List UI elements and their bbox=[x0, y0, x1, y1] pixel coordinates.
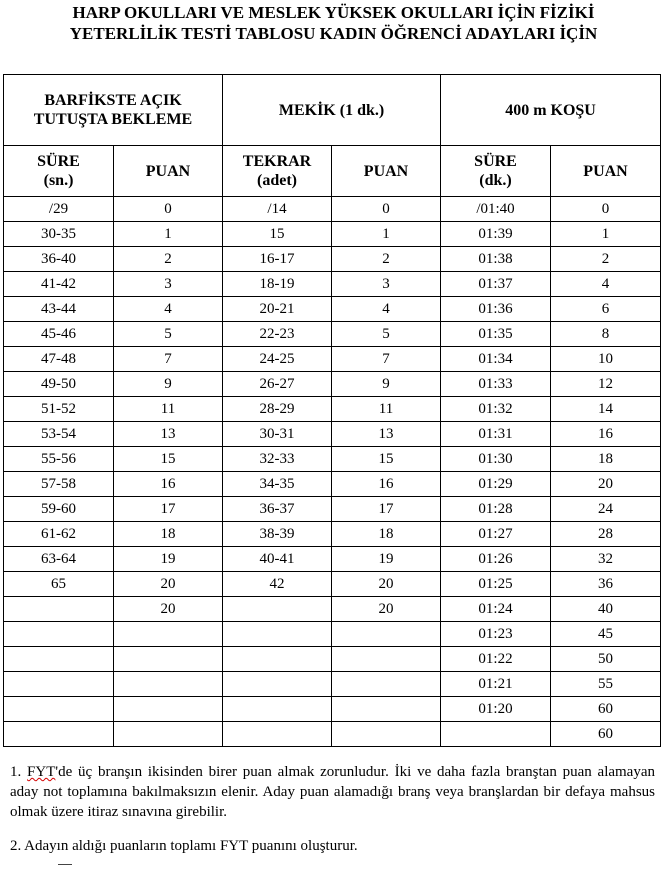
cell-sure-sn: 57-58 bbox=[4, 472, 114, 497]
col-header-sure-sn bbox=[4, 146, 114, 197]
cell-puan-1: 9 bbox=[114, 372, 223, 397]
cell-sure-sn bbox=[4, 722, 114, 747]
cell-puan-1 bbox=[114, 697, 223, 722]
cell-puan-1: 11 bbox=[114, 397, 223, 422]
cell-sure-sn: 45-46 bbox=[4, 322, 114, 347]
cell-puan-2: 3 bbox=[332, 272, 441, 297]
cell-puan-2: 18 bbox=[332, 522, 441, 547]
cell-puan-1: 1 bbox=[114, 222, 223, 247]
cell-sure-dk: 01:24 bbox=[441, 597, 551, 622]
cell-sure-sn bbox=[4, 622, 114, 647]
cell-tekrar: 34-35 bbox=[223, 472, 332, 497]
cell-sure-sn: 53-54 bbox=[4, 422, 114, 447]
cell-puan-3: 4 bbox=[551, 272, 661, 297]
col-header-puan-3: PUAN bbox=[551, 146, 661, 197]
cell-puan-1 bbox=[114, 722, 223, 747]
cell-sure-dk: 01:33 bbox=[441, 372, 551, 397]
cell-puan-1: 17 bbox=[114, 497, 223, 522]
cell-tekrar: /14 bbox=[223, 197, 332, 222]
cell-puan-3: 6 bbox=[551, 297, 661, 322]
cell-puan-3: 0 bbox=[551, 197, 661, 222]
cell-sure-sn: 61-62 bbox=[4, 522, 114, 547]
column-header-row bbox=[4, 146, 661, 197]
cell-puan-1: 19 bbox=[114, 547, 223, 572]
cell-puan-2: 7 bbox=[332, 347, 441, 372]
cell-sure-dk: 01:31 bbox=[441, 422, 551, 447]
cell-puan-1 bbox=[114, 622, 223, 647]
group-barfiks-line1: BARFİKSTE AÇIK bbox=[44, 92, 182, 109]
cell-puan-1: 2 bbox=[114, 247, 223, 272]
cell-sure-sn: 55-56 bbox=[4, 447, 114, 472]
cell-sure-dk: 01:38 bbox=[441, 247, 551, 272]
group-header-barfiks bbox=[4, 75, 223, 146]
cell-tekrar: 32-33 bbox=[223, 447, 332, 472]
cell-sure-sn bbox=[4, 672, 114, 697]
cell-sure-dk bbox=[441, 722, 551, 747]
cell-puan-2 bbox=[332, 647, 441, 672]
cell-sure-dk: 01:37 bbox=[441, 272, 551, 297]
cell-sure-dk: 01:21 bbox=[441, 672, 551, 697]
cell-tekrar: 40-41 bbox=[223, 547, 332, 572]
cell-sure-sn: 65 bbox=[4, 572, 114, 597]
col-header-puan-2: PUAN bbox=[332, 146, 441, 197]
cell-sure-dk: 01:36 bbox=[441, 297, 551, 322]
cell-puan-2: 15 bbox=[332, 447, 441, 472]
table-row bbox=[4, 247, 661, 272]
table-row bbox=[4, 422, 661, 447]
cell-puan-1: 20 bbox=[114, 597, 223, 622]
cell-sure-sn: 30-35 bbox=[4, 222, 114, 247]
table-row bbox=[4, 647, 661, 672]
title-line-2: YETERLİLİK TESTİ TABLOSU KADIN ÖĞRENCİ ADAYLARI İÇİN bbox=[69, 24, 598, 43]
cell-puan-1: 20 bbox=[114, 572, 223, 597]
cell-tekrar bbox=[223, 647, 332, 672]
table-row bbox=[4, 447, 661, 472]
cell-sure-dk: 01:32 bbox=[441, 397, 551, 422]
cell-sure-dk: 01:29 bbox=[441, 472, 551, 497]
table-row bbox=[4, 397, 661, 422]
cell-puan-2: 20 bbox=[332, 572, 441, 597]
table-row bbox=[4, 572, 661, 597]
cell-puan-2 bbox=[332, 722, 441, 747]
cell-puan-2: 4 bbox=[332, 297, 441, 322]
cell-sure-dk: 01:25 bbox=[441, 572, 551, 597]
cell-sure-dk: 01:23 bbox=[441, 622, 551, 647]
cell-puan-1: 16 bbox=[114, 472, 223, 497]
cell-tekrar bbox=[223, 672, 332, 697]
cell-puan-1: 15 bbox=[114, 447, 223, 472]
cell-puan-2: 9 bbox=[332, 372, 441, 397]
col-header-puan-1: PUAN bbox=[114, 146, 223, 197]
cell-tekrar: 15 bbox=[223, 222, 332, 247]
table-row bbox=[4, 297, 661, 322]
cell-tekrar: 42 bbox=[223, 572, 332, 597]
cell-tekrar: 24-25 bbox=[223, 347, 332, 372]
note-1 bbox=[10, 762, 655, 822]
cell-puan-1: 18 bbox=[114, 522, 223, 547]
cell-puan-1: 7 bbox=[114, 347, 223, 372]
cell-puan-2: 1 bbox=[332, 222, 441, 247]
cell-puan-1: 3 bbox=[114, 272, 223, 297]
cell-sure-sn: 41-42 bbox=[4, 272, 114, 297]
table-row bbox=[4, 672, 661, 697]
cell-puan-1 bbox=[114, 672, 223, 697]
cell-puan-3: 24 bbox=[551, 497, 661, 522]
table-row bbox=[4, 522, 661, 547]
cell-sure-dk: /01:40 bbox=[441, 197, 551, 222]
document-title bbox=[0, 2, 667, 44]
cell-sure-sn: 49-50 bbox=[4, 372, 114, 397]
title-line-1: HARP OKULLARI VE MESLEK YÜKSEK OKULLARI İÇİN FİZİKİ bbox=[72, 3, 595, 22]
table-row bbox=[4, 722, 661, 747]
cell-puan-2: 16 bbox=[332, 472, 441, 497]
col-sure-dk-line2: (dk.) bbox=[479, 172, 512, 189]
cell-puan-1 bbox=[114, 647, 223, 672]
cell-sure-sn: 63-64 bbox=[4, 547, 114, 572]
table-row bbox=[4, 272, 661, 297]
cell-sure-dk: 01:35 bbox=[441, 322, 551, 347]
cell-tekrar: 36-37 bbox=[223, 497, 332, 522]
cell-puan-3: 28 bbox=[551, 522, 661, 547]
note-1-text: 'de üç branşın ikisinden birer puan almak zorunludur. İki ve daha fazla branştan puan alamayan aday not toplamına bakılmaksızın elenir. Aday puan alamadığı branş veya branşlardan bir defaya mahsus olmak üzere itiraz sınavına girebilir. bbox=[10, 764, 655, 820]
cell-sure-dk: 01:22 bbox=[441, 647, 551, 672]
cell-puan-3: 50 bbox=[551, 647, 661, 672]
col-tekrar-line1: TEKRAR bbox=[242, 153, 312, 170]
cell-puan-3: 55 bbox=[551, 672, 661, 697]
cell-puan-3: 8 bbox=[551, 322, 661, 347]
cell-puan-2: 11 bbox=[332, 397, 441, 422]
cell-puan-3: 45 bbox=[551, 622, 661, 647]
cell-puan-3: 10 bbox=[551, 347, 661, 372]
fitness-score-table bbox=[3, 74, 661, 747]
cell-sure-sn: 43-44 bbox=[4, 297, 114, 322]
cell-sure-sn: 59-60 bbox=[4, 497, 114, 522]
col-sure-sn-line1: SÜRE bbox=[37, 153, 80, 170]
cell-sure-sn bbox=[4, 597, 114, 622]
cell-sure-dk: 01:27 bbox=[441, 522, 551, 547]
cell-tekrar: 18-19 bbox=[223, 272, 332, 297]
cell-puan-3: 40 bbox=[551, 597, 661, 622]
cell-puan-2: 17 bbox=[332, 497, 441, 522]
cell-tekrar: 22-23 bbox=[223, 322, 332, 347]
table-row bbox=[4, 597, 661, 622]
footnote-mark bbox=[58, 864, 72, 867]
cell-puan-3: 16 bbox=[551, 422, 661, 447]
group-header-mekik: MEKİK (1 dk.) bbox=[223, 75, 441, 146]
table-row bbox=[4, 322, 661, 347]
cell-sure-sn: 51-52 bbox=[4, 397, 114, 422]
table-row bbox=[4, 622, 661, 647]
cell-tekrar: 28-29 bbox=[223, 397, 332, 422]
cell-puan-2: 13 bbox=[332, 422, 441, 447]
cell-puan-1: 13 bbox=[114, 422, 223, 447]
cell-tekrar bbox=[223, 697, 332, 722]
note-1-abbrev: FYT bbox=[27, 764, 56, 780]
cell-tekrar bbox=[223, 597, 332, 622]
cell-puan-3: 60 bbox=[551, 697, 661, 722]
cell-puan-3: 2 bbox=[551, 247, 661, 272]
cell-tekrar: 30-31 bbox=[223, 422, 332, 447]
cell-sure-sn: /29 bbox=[4, 197, 114, 222]
cell-sure-dk: 01:39 bbox=[441, 222, 551, 247]
cell-puan-3: 60 bbox=[551, 722, 661, 747]
cell-puan-1: 0 bbox=[114, 197, 223, 222]
cell-puan-3: 12 bbox=[551, 372, 661, 397]
cell-puan-2: 5 bbox=[332, 322, 441, 347]
cell-tekrar: 26-27 bbox=[223, 372, 332, 397]
cell-tekrar bbox=[223, 622, 332, 647]
cell-sure-dk: 01:30 bbox=[441, 447, 551, 472]
cell-puan-2 bbox=[332, 622, 441, 647]
group-header-row bbox=[4, 75, 661, 146]
cell-puan-3: 1 bbox=[551, 222, 661, 247]
table-row bbox=[4, 497, 661, 522]
note-1-number: 1. bbox=[10, 764, 28, 780]
cell-sure-sn bbox=[4, 697, 114, 722]
cell-puan-2: 19 bbox=[332, 547, 441, 572]
cell-sure-sn: 36-40 bbox=[4, 247, 114, 272]
col-sure-sn-line2: (sn.) bbox=[43, 172, 74, 189]
cell-puan-2: 0 bbox=[332, 197, 441, 222]
cell-sure-dk: 01:28 bbox=[441, 497, 551, 522]
cell-sure-dk: 01:34 bbox=[441, 347, 551, 372]
group-header-kosu: 400 m KOŞU bbox=[441, 75, 661, 146]
cell-puan-2 bbox=[332, 672, 441, 697]
table-row bbox=[4, 547, 661, 572]
cell-tekrar: 20-21 bbox=[223, 297, 332, 322]
cell-tekrar: 16-17 bbox=[223, 247, 332, 272]
cell-sure-dk: 01:20 bbox=[441, 697, 551, 722]
group-barfiks-line2: TUTUŞTA BEKLEME bbox=[33, 111, 193, 128]
table-row bbox=[4, 372, 661, 397]
cell-sure-dk: 01:26 bbox=[441, 547, 551, 572]
cell-sure-sn bbox=[4, 647, 114, 672]
col-sure-dk-line1: SÜRE bbox=[474, 153, 517, 170]
col-header-sure-dk bbox=[441, 146, 551, 197]
cell-puan-2: 20 bbox=[332, 597, 441, 622]
table-row bbox=[4, 472, 661, 497]
table-row bbox=[4, 697, 661, 722]
col-tekrar-line2: (adet) bbox=[257, 172, 297, 189]
cell-puan-3: 36 bbox=[551, 572, 661, 597]
cell-tekrar: 38-39 bbox=[223, 522, 332, 547]
cell-puan-3: 32 bbox=[551, 547, 661, 572]
cell-puan-2 bbox=[332, 697, 441, 722]
note-2: 2. Adayın aldığı puanların toplamı FYT puanını oluşturur. bbox=[10, 838, 358, 854]
cell-sure-sn: 47-48 bbox=[4, 347, 114, 372]
table-row bbox=[4, 197, 661, 222]
cell-puan-3: 14 bbox=[551, 397, 661, 422]
cell-puan-2: 2 bbox=[332, 247, 441, 272]
col-header-tekrar bbox=[223, 146, 332, 197]
cell-puan-3: 20 bbox=[551, 472, 661, 497]
cell-puan-1: 5 bbox=[114, 322, 223, 347]
cell-puan-3: 18 bbox=[551, 447, 661, 472]
table-row bbox=[4, 222, 661, 247]
cell-puan-1: 4 bbox=[114, 297, 223, 322]
cell-tekrar bbox=[223, 722, 332, 747]
table-row bbox=[4, 347, 661, 372]
